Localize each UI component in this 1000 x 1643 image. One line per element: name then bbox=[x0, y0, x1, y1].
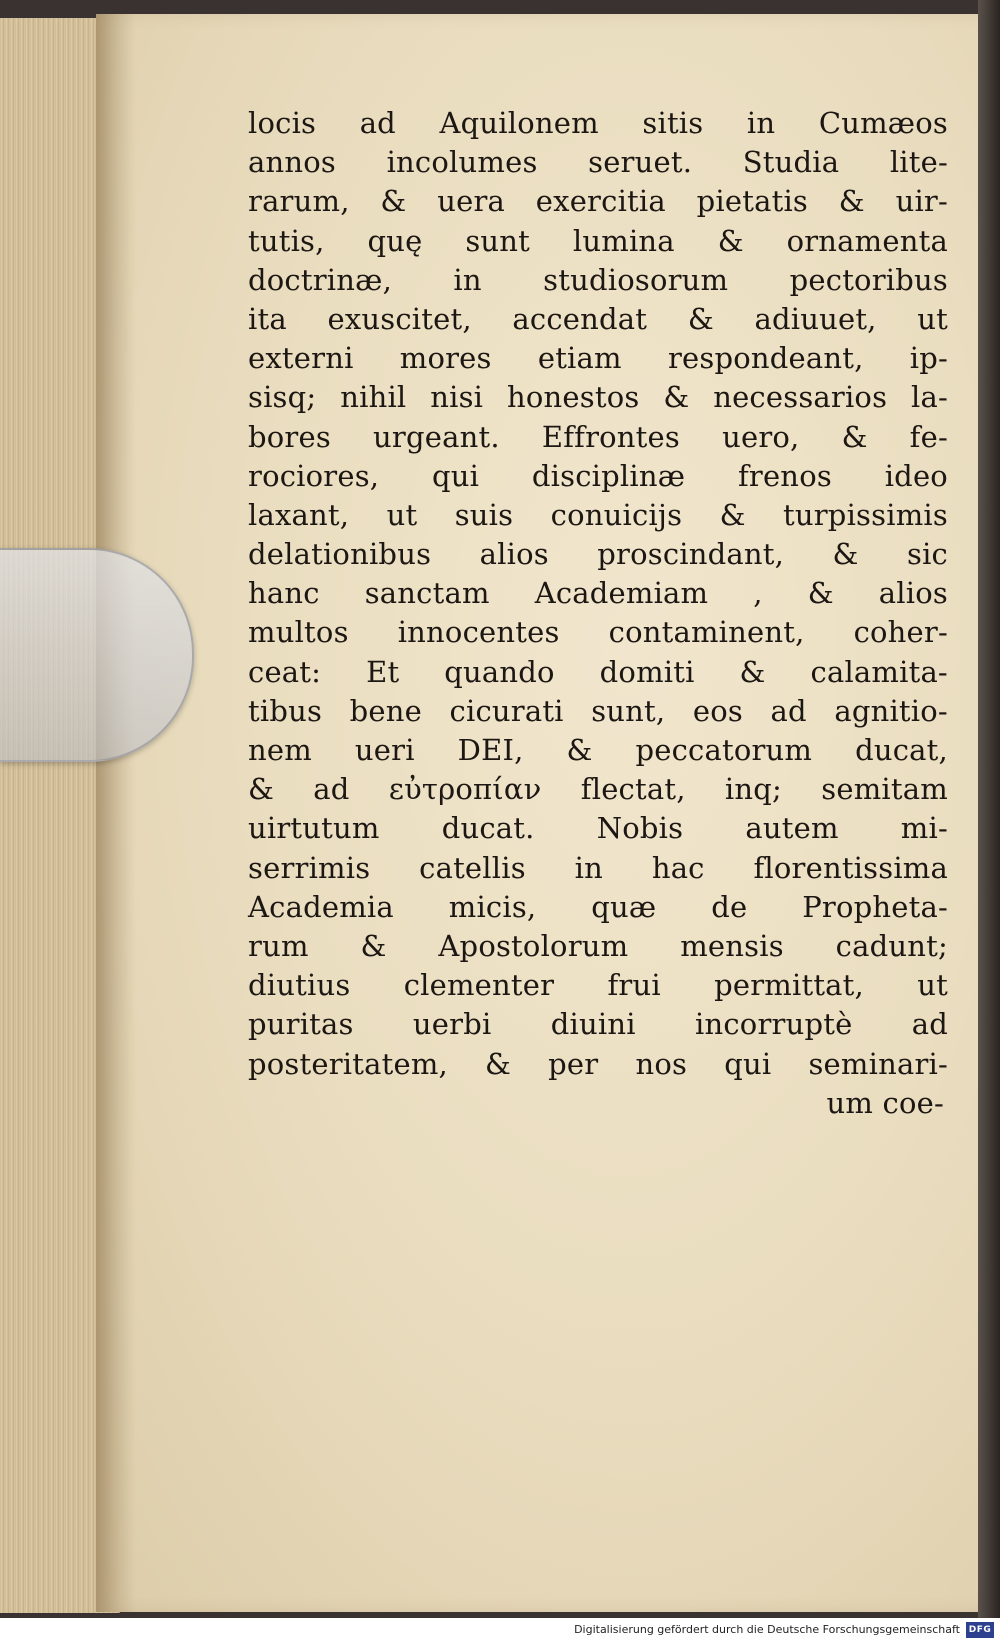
text-line bbox=[248, 653, 948, 692]
text-line bbox=[248, 731, 948, 770]
word: adiuuet, bbox=[754, 301, 877, 336]
word: ita bbox=[248, 301, 287, 336]
word: alios bbox=[479, 537, 549, 572]
word: puritas bbox=[248, 1007, 354, 1042]
text-line bbox=[248, 418, 948, 457]
text-line bbox=[248, 339, 948, 378]
word: uerbi bbox=[412, 1007, 492, 1042]
word: cicurati bbox=[449, 693, 564, 728]
text-line bbox=[248, 182, 948, 221]
word: studiosorum bbox=[543, 262, 729, 297]
text-line bbox=[248, 143, 948, 182]
word: quę bbox=[367, 223, 423, 258]
word: frui bbox=[607, 968, 661, 1003]
word: ideo bbox=[884, 458, 948, 493]
catchword: um coe- bbox=[826, 1085, 944, 1120]
word: rum bbox=[248, 928, 309, 963]
footer-bar bbox=[0, 1618, 1000, 1643]
word: la- bbox=[911, 380, 948, 415]
word: agnitio- bbox=[834, 693, 948, 728]
word: contaminent, bbox=[608, 615, 805, 650]
word: & bbox=[739, 654, 766, 689]
word: & bbox=[687, 301, 714, 336]
word: disciplinæ bbox=[531, 458, 686, 493]
word: ceat: bbox=[248, 654, 322, 689]
word: inq; bbox=[724, 772, 782, 807]
word: nihil bbox=[340, 380, 407, 415]
word: conuicijs bbox=[550, 497, 683, 532]
text-line bbox=[248, 535, 948, 574]
word: annos bbox=[248, 145, 336, 180]
word: externi bbox=[248, 341, 354, 376]
word: de bbox=[711, 889, 748, 924]
word: proscindant, bbox=[597, 537, 785, 572]
word: & bbox=[832, 537, 859, 572]
text-line bbox=[248, 927, 948, 966]
word: uera bbox=[437, 184, 505, 219]
word: tibus bbox=[248, 693, 323, 728]
word: tutis, bbox=[248, 223, 325, 258]
word: suis bbox=[454, 497, 514, 532]
word: urgeant. bbox=[373, 419, 500, 454]
word: locis bbox=[248, 106, 317, 140]
text-line bbox=[248, 300, 948, 339]
page-fold-shadow bbox=[96, 14, 136, 1612]
word: posteritatem, bbox=[248, 1046, 448, 1081]
word: incolumes bbox=[386, 145, 538, 180]
text-line bbox=[248, 378, 948, 417]
word: rarum, bbox=[248, 184, 350, 219]
word: Cumæos bbox=[818, 106, 948, 140]
word: sunt, bbox=[591, 693, 666, 728]
word: & bbox=[719, 497, 746, 532]
text-line bbox=[248, 966, 948, 1005]
word: incorruptè bbox=[695, 1007, 853, 1042]
word: quæ bbox=[591, 889, 657, 924]
word: & bbox=[380, 184, 407, 219]
word: autem bbox=[745, 811, 839, 846]
word: nisi bbox=[430, 380, 484, 415]
word: fe- bbox=[909, 419, 948, 454]
word: respondeant, bbox=[667, 341, 864, 376]
word: & bbox=[360, 928, 387, 963]
word: pietatis bbox=[696, 184, 808, 219]
word: permittat, bbox=[714, 968, 864, 1003]
word: εὐτροπίαν bbox=[388, 772, 542, 807]
text-line bbox=[248, 692, 948, 731]
word: honestos bbox=[507, 380, 640, 415]
page-text bbox=[248, 104, 948, 1123]
word: sanctam bbox=[364, 576, 490, 611]
text-line bbox=[248, 261, 948, 300]
word: doctrinæ, bbox=[248, 262, 393, 297]
word: lumina bbox=[572, 223, 675, 258]
word: & bbox=[663, 380, 690, 415]
word: Nobis bbox=[596, 811, 684, 846]
word: micis, bbox=[448, 889, 537, 924]
word: necessarios bbox=[713, 380, 888, 415]
word: ad bbox=[911, 1007, 948, 1042]
word: sunt bbox=[465, 223, 531, 258]
word: etiam bbox=[537, 341, 622, 376]
word: & bbox=[717, 223, 744, 258]
word: sic bbox=[907, 537, 948, 572]
word: qui bbox=[432, 458, 480, 493]
dfg-logo: DFG bbox=[966, 1622, 994, 1638]
text-line bbox=[248, 104, 948, 143]
word: sitis bbox=[642, 106, 704, 140]
word: mores bbox=[399, 341, 492, 376]
word: bores bbox=[248, 419, 331, 454]
word: ad bbox=[359, 106, 396, 140]
word: florentissima bbox=[753, 850, 948, 885]
word: ducat, bbox=[855, 733, 948, 767]
text-line bbox=[248, 496, 948, 535]
word: eos bbox=[692, 693, 743, 728]
word: turpissimis bbox=[783, 497, 948, 532]
word: pectoribus bbox=[789, 262, 948, 297]
word: clementer bbox=[403, 968, 555, 1003]
word: ornamenta bbox=[786, 223, 948, 258]
word: lite- bbox=[889, 145, 948, 180]
word: ueri bbox=[354, 733, 415, 767]
word: ut bbox=[386, 497, 418, 532]
word: flectat, bbox=[580, 772, 686, 807]
word: ip- bbox=[909, 341, 948, 376]
word: Effrontes bbox=[541, 419, 680, 454]
word: in bbox=[746, 106, 776, 140]
word: Apostolorum bbox=[438, 928, 629, 963]
word: delationibus bbox=[248, 537, 432, 572]
word: Academia bbox=[248, 889, 394, 924]
word: Propheta- bbox=[802, 889, 948, 924]
word: diuini bbox=[550, 1007, 636, 1042]
word: uir- bbox=[895, 184, 948, 219]
word: & bbox=[485, 1046, 512, 1081]
word: & bbox=[248, 772, 275, 807]
word: & bbox=[566, 733, 593, 767]
text-line bbox=[248, 809, 948, 848]
word: laxant, bbox=[248, 497, 350, 532]
word: peccatorum bbox=[635, 733, 813, 767]
word: per bbox=[548, 1046, 599, 1081]
word: ad bbox=[770, 693, 807, 728]
word: cadunt; bbox=[835, 928, 948, 963]
word: serrimis bbox=[248, 850, 371, 885]
word: nem bbox=[248, 733, 312, 767]
word: DEI, bbox=[457, 733, 524, 767]
text-line bbox=[248, 1005, 948, 1044]
word: domiti bbox=[599, 654, 695, 689]
word: multos bbox=[248, 615, 349, 650]
word: uirtutum bbox=[248, 811, 380, 846]
word: uero, bbox=[722, 419, 800, 454]
text-line bbox=[248, 888, 948, 927]
catchword-line bbox=[248, 1084, 948, 1123]
word: calamita- bbox=[810, 654, 948, 689]
word: seruet. bbox=[588, 145, 693, 180]
word: in bbox=[574, 850, 603, 885]
word: qui bbox=[724, 1046, 772, 1081]
word: seminari- bbox=[808, 1046, 948, 1081]
word: mi- bbox=[900, 811, 948, 846]
word: exuscitet, bbox=[327, 301, 472, 336]
word: bene bbox=[349, 693, 422, 728]
word: alios bbox=[878, 576, 948, 611]
word: diutius bbox=[248, 968, 351, 1003]
word: in bbox=[453, 262, 482, 297]
word: rociores, bbox=[248, 458, 380, 493]
word: Aquilonem bbox=[439, 106, 599, 140]
word: semitam bbox=[821, 772, 948, 807]
word: exercitia bbox=[535, 184, 666, 219]
word: hac bbox=[651, 850, 705, 885]
book-cover-edge bbox=[978, 0, 1000, 1618]
word: Academiam bbox=[534, 576, 709, 611]
word: innocentes bbox=[397, 615, 560, 650]
word: ducat. bbox=[441, 811, 535, 846]
word: catellis bbox=[419, 850, 526, 885]
text-line bbox=[248, 613, 948, 652]
word: ad bbox=[313, 772, 350, 807]
word: , bbox=[753, 576, 763, 611]
text-line bbox=[248, 770, 948, 809]
word: & bbox=[807, 576, 834, 611]
word: hanc bbox=[248, 576, 320, 611]
word: accendat bbox=[512, 301, 648, 336]
word: frenos bbox=[737, 458, 832, 493]
text-line bbox=[248, 457, 948, 496]
word: Studia bbox=[742, 145, 840, 180]
word: ut bbox=[917, 301, 948, 336]
word: sisq; bbox=[248, 380, 317, 415]
word: nos bbox=[635, 1046, 688, 1081]
word: ut bbox=[917, 968, 948, 1003]
text-line bbox=[248, 574, 948, 613]
footer-credit: Digitalisierung gefördert durch die Deutsche Forschungsgemeinschaft bbox=[574, 1623, 960, 1636]
word: Et bbox=[366, 654, 400, 689]
word: & bbox=[838, 184, 865, 219]
text-line bbox=[248, 849, 948, 888]
text-line bbox=[248, 1045, 948, 1084]
word: mensis bbox=[680, 928, 784, 963]
word: coher- bbox=[853, 615, 948, 650]
text-line bbox=[248, 222, 948, 261]
word: & bbox=[841, 419, 868, 454]
word: quando bbox=[444, 654, 555, 689]
